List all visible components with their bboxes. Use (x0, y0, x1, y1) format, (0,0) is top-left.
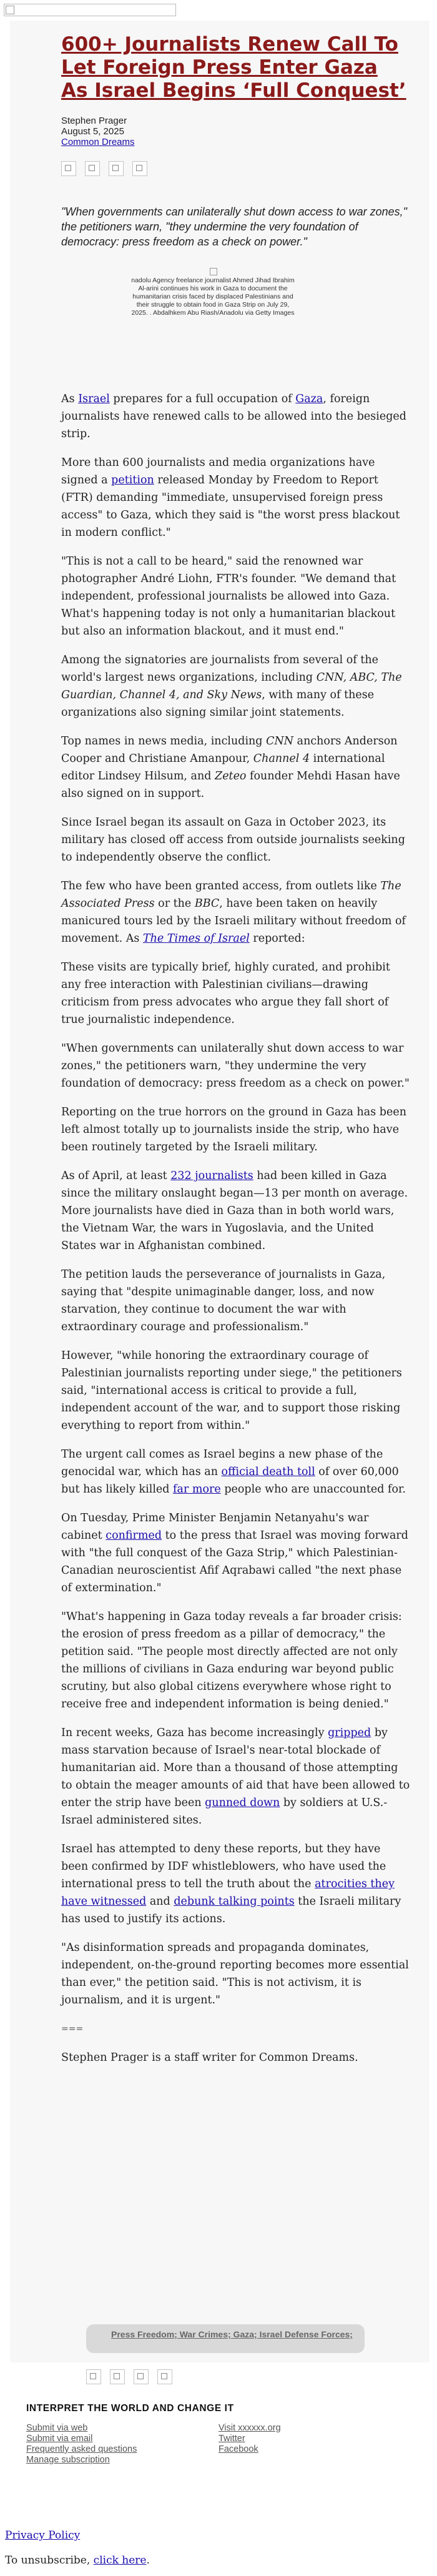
footer-links-right (219, 2423, 281, 2455)
privacy-row (5, 2529, 80, 2542)
share-icon[interactable] (86, 2369, 101, 2384)
share-icon[interactable] (157, 2369, 172, 2384)
headline-link[interactable]: 600+ Journalists Renew Call To Let Foreign Press Enter Gaza As Israel Begins ‘Full Conquest’ (61, 33, 406, 102)
paragraph: As Israel prepares for a full occupation of Gaza, foreign journalists have renewed calls to be allowed into the besieged strip. (61, 393, 406, 440)
inline-link[interactable]: atrocities they have witnessed (61, 1878, 395, 1908)
share-icon[interactable] (132, 161, 147, 176)
paragraph: As of April, at least 232 journalists had been killed in Gaza since the military onslaught began—13 per month on average. More journalists have died in Gaza than in both world wars, the Vietnam War, the wars in Yugoslavia, and the United States war in Afghanistan combined. (61, 1170, 408, 1252)
privacy-policy-link[interactable]: Privacy Policy (5, 2529, 81, 2542)
share-icon[interactable] (85, 161, 100, 176)
author-bio: Stephen Prager is a staff writer for Common Dreams. (61, 2051, 358, 2064)
inline-link[interactable]: far more (173, 1483, 221, 1496)
byline (61, 116, 135, 147)
paragraph: The few who have been granted access, from outlets like The Associated Press or the BBC, have been taken on heavily manicured tours led by the Israeli military without freedom of movement. As The Times of Israel reported: (61, 880, 406, 945)
inline-link[interactable]: Gaza (295, 393, 323, 405)
paragraph: "This is not a call to be heard," said the renowned war photographer André Liohn, FTR's founder. "We demand that independent, professional journalists be allowed into Gaza. What's happening today is not only a humanitarian blackout but also an information blackout, and it must end." (61, 555, 396, 638)
publish-date: August 5, 2025 (61, 126, 124, 137)
paragraph: "As disinformation spreads and propaganda dominates, independent, on-the-ground reporting becomes more essential than ever," the petition said. "This is not activism, it is journalism, and it is urgent." (61, 1942, 409, 2006)
paragraph: The petition lauds the perseverance of journalists in Gaza, saying that "despite unimaginable danger, loss, and now starvation, they continue to document the war with extraordinary courage and professionalism." (61, 1268, 386, 1333)
footer-link[interactable]: Submit via email (26, 2434, 93, 2444)
photo-caption: nadolu Agency freelance journalist Ahmed Jihad Ibrahim Al-arini continues his work in Gaza to document the humanitarian crisis faced by displaced Palestinians and their struggle to obtain food in Gaza Strip on July 29, 2025. . Abdalhkem Abu Riash/Anadolu via Getty Images (131, 277, 295, 317)
paragraph: Among the signatories are journalists from several of the world's largest news organizations, including CNN, ABC, The Guardian, Channel 4, and Sky News, with many of these organizations also signing similar joint statements. (61, 654, 402, 719)
source-link[interactable]: Common Dreams (61, 137, 135, 147)
inline-link[interactable]: gripped (328, 1727, 371, 1739)
paragraph: "What's happening in Gaza today reveals a far broader crisis: the erosion of press freedom as a pillar of democracy," the petition said. "The people most directly affected are not only the millions of civilians in Gaza enduring war beyond public scrutiny, but also global citizens everywhere whose right to receive free and independent information is being denied." (61, 1611, 402, 1710)
inline-link[interactable]: confirmed (106, 1529, 162, 1542)
inline-link[interactable]: The Times of Israel (142, 932, 250, 945)
share-icon[interactable] (110, 2369, 125, 2384)
separator: === (61, 2024, 84, 2034)
article-body (61, 390, 411, 2078)
unsubscribe-link[interactable]: click here (93, 2554, 147, 2567)
inline-link[interactable]: debunk talking points (174, 1895, 295, 1908)
share-icons-bottom (86, 2369, 181, 2387)
paragraph: "When governments can unilaterally shut down access to war zones," the petitioners warn, "they undermine the very foundation of democracy: press freedom as a check on power." (61, 1042, 410, 1090)
article-photo-placeholder (210, 268, 217, 275)
tag-list (86, 2324, 365, 2353)
paragraph: Since Israel began its assault on Gaza in October 2023, its military has closed off access from outside journalists seeking to independently observe the conflict. (61, 816, 405, 864)
footer-link[interactable]: Frequently asked questions (26, 2444, 137, 2454)
footer-link[interactable]: Manage subscription (26, 2455, 110, 2465)
share-icon[interactable] (109, 161, 124, 176)
broken-image-icon (6, 6, 14, 14)
footer-heading: INTERPRET THE WORLD AND CHANGE IT (26, 2403, 234, 2414)
paragraph: Top names in news media, including CNN anchors Anderson Cooper and Christiane Amanpour, Channel 4 international editor Lindsey Hilsum, and Zeteo founder Mehdi Hasan have also signed on in support. (61, 735, 400, 800)
footer-link[interactable]: Twitter (219, 2434, 245, 2444)
inline-link[interactable]: gunned down (205, 1797, 280, 1809)
footer-link[interactable]: Submit via web (26, 2423, 88, 2433)
paragraph: However, "while honoring the extraordinary courage of Palestinian journalists reporting under siege," the petitioners said, "international access is critical to provide a full, independent account of the war, and to support those risking everything to report from within." (61, 1350, 402, 1432)
pull-quote: "When governments can unilaterally shut down access to war zones," the petitioners warn, "they undermine the very foundation of democracy: press freedom as a check on power." (61, 205, 408, 248)
blockquote: These visits are typically brief, highly curated, and prohibit any free interaction with Palestinian civilians—drawing criticism from press advocates who argue they fall short of true journalistic independence. (61, 961, 390, 1026)
unsubscribe-row: To unsubscribe, click here. (5, 2554, 150, 2567)
paragraph: Israel has attempted to deny these reports, but they have been confirmed by IDF whistleblowers, who have used the international press to tell the truth about the atrocities they have witnessed and debunk talking points the Israeli military has used to justify its actions. (61, 1843, 401, 1925)
share-icons (61, 161, 156, 176)
paragraph: In recent weeks, Gaza has become increasingly gripped by mass starvation because of Israel's near-total blockade of humanitarian aid. More than a thousand of those attempting to obtain the meager amounts of aid that have been allowed to enter the strip have been gunned down by soldiers at U.S.-Israel administered sites. (61, 1727, 410, 1827)
paragraph: The urgent call comes as Israel begins a new phase of the genocidal war, which has an official death toll of over 60,000 but has likely killed far more people who are unaccounted for. (61, 1448, 406, 1496)
paragraph: On Tuesday, Prime Minister Benjamin Netanyahu's war cabinet confirmed to the press that Israel was moving forward with "the full conquest of the Gaza Strip," which Palestinian-Canadian neuroscientist Afif Aqrabawi called "the next phase of extermination." (61, 1512, 408, 1594)
share-icon[interactable] (61, 161, 76, 176)
footer-link[interactable]: Facebook (219, 2444, 258, 2454)
tags-link[interactable]: Press Freedom; War Crimes; Gaza; Israel Defense Forces; (111, 2329, 353, 2339)
inline-link[interactable]: 232 journalists (170, 1170, 253, 1182)
footer-link[interactable]: Visit xxxxxx.org (219, 2423, 281, 2433)
inline-link[interactable]: official death toll (221, 1466, 315, 1478)
author-name: Stephen Prager (61, 116, 127, 126)
paragraph: More than 600 journalists and media organizations have signed a petition released Monday by Freedom to Report (FTR) demanding "immediate, unsupervised foreign press access" to Gaza, which they said is "the worst press blackout in modern conflict." (61, 456, 400, 539)
header-image-placeholder (4, 4, 176, 16)
paragraph: Reporting on the true horrors on the ground in Gaza has been left almost totally up to journalists inside the strip, who have been routinely targeted by the Israeli military. (61, 1106, 406, 1153)
share-icon[interactable] (134, 2369, 149, 2384)
inline-link[interactable]: petition (111, 474, 154, 486)
footer-links-left (26, 2423, 137, 2465)
article-headline (61, 33, 411, 102)
article-card (10, 21, 430, 2362)
inline-link[interactable]: Israel (78, 393, 110, 405)
